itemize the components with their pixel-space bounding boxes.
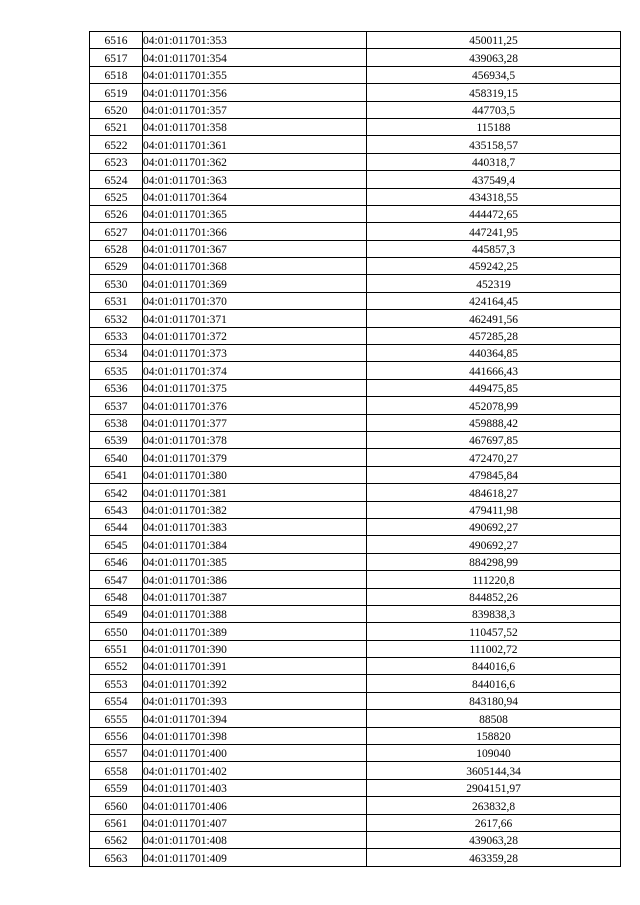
value-cell: 115188 xyxy=(367,118,621,135)
table-row xyxy=(90,849,621,866)
value-cell: 111220,8 xyxy=(367,571,621,588)
row-number-cell: 6529 xyxy=(90,258,143,275)
table-row xyxy=(90,710,621,727)
value-cell: 440318,7 xyxy=(367,153,621,170)
table-row xyxy=(90,484,621,501)
table-row xyxy=(90,258,621,275)
cadastral-number-cell: 04:01:011701:392 xyxy=(143,675,367,692)
table-row xyxy=(90,658,621,675)
row-number-cell: 6536 xyxy=(90,379,143,396)
cadastral-number-cell: 04:01:011701:393 xyxy=(143,692,367,709)
cadastral-number-cell: 04:01:011701:407 xyxy=(143,814,367,831)
value-cell: 457285,28 xyxy=(367,327,621,344)
table-row xyxy=(90,501,621,518)
cadastral-number-cell: 04:01:011701:390 xyxy=(143,640,367,657)
cadastral-number-cell: 04:01:011701:357 xyxy=(143,101,367,118)
value-cell: 450011,25 xyxy=(367,32,621,49)
row-number-cell: 6550 xyxy=(90,623,143,640)
cadastral-number-cell: 04:01:011701:367 xyxy=(143,240,367,257)
table-row xyxy=(90,571,621,588)
row-number-cell: 6528 xyxy=(90,240,143,257)
row-number-cell: 6561 xyxy=(90,814,143,831)
value-cell: 439063,28 xyxy=(367,831,621,848)
row-number-cell: 6546 xyxy=(90,553,143,570)
table-body xyxy=(90,32,621,867)
cadastral-number-cell: 04:01:011701:365 xyxy=(143,205,367,222)
row-number-cell: 6557 xyxy=(90,745,143,762)
row-number-cell: 6521 xyxy=(90,118,143,135)
row-number-cell: 6518 xyxy=(90,66,143,83)
row-number-cell: 6519 xyxy=(90,84,143,101)
row-number-cell: 6520 xyxy=(90,101,143,118)
table-row xyxy=(90,727,621,744)
cadastral-number-cell: 04:01:011701:355 xyxy=(143,66,367,83)
cadastral-number-cell: 04:01:011701:376 xyxy=(143,397,367,414)
value-cell: 445857,3 xyxy=(367,240,621,257)
table-row xyxy=(90,66,621,83)
table-row xyxy=(90,205,621,222)
cadastral-number-cell: 04:01:011701:361 xyxy=(143,136,367,153)
row-number-cell: 6531 xyxy=(90,292,143,309)
row-number-cell: 6562 xyxy=(90,831,143,848)
value-cell: 434318,55 xyxy=(367,188,621,205)
row-number-cell: 6527 xyxy=(90,223,143,240)
row-number-cell: 6541 xyxy=(90,466,143,483)
row-number-cell: 6525 xyxy=(90,188,143,205)
value-cell: 452078,99 xyxy=(367,397,621,414)
value-cell: 463359,28 xyxy=(367,849,621,866)
table-row xyxy=(90,49,621,66)
cadastral-number-cell: 04:01:011701:356 xyxy=(143,84,367,101)
cadastral-number-cell: 04:01:011701:366 xyxy=(143,223,367,240)
row-number-cell: 6545 xyxy=(90,536,143,553)
row-number-cell: 6554 xyxy=(90,692,143,709)
table-row xyxy=(90,171,621,188)
table-row xyxy=(90,153,621,170)
cadastral-number-cell: 04:01:011701:369 xyxy=(143,275,367,292)
table-row xyxy=(90,32,621,49)
table-row xyxy=(90,223,621,240)
cadastral-number-cell: 04:01:011701:370 xyxy=(143,292,367,309)
row-number-cell: 6523 xyxy=(90,153,143,170)
cadastral-number-cell: 04:01:011701:378 xyxy=(143,431,367,448)
row-number-cell: 6558 xyxy=(90,762,143,779)
value-cell: 884298,99 xyxy=(367,553,621,570)
table-row xyxy=(90,536,621,553)
value-cell: 490692,27 xyxy=(367,518,621,535)
value-cell: 444472,65 xyxy=(367,205,621,222)
table-row xyxy=(90,640,621,657)
cadastral-number-cell: 04:01:011701:374 xyxy=(143,362,367,379)
table-row xyxy=(90,797,621,814)
row-number-cell: 6552 xyxy=(90,658,143,675)
cadastral-number-cell: 04:01:011701:391 xyxy=(143,658,367,675)
row-number-cell: 6534 xyxy=(90,345,143,362)
cadastral-number-cell: 04:01:011701:388 xyxy=(143,605,367,622)
value-cell: 490692,27 xyxy=(367,536,621,553)
value-cell: 844016,6 xyxy=(367,658,621,675)
cadastral-number-cell: 04:01:011701:398 xyxy=(143,727,367,744)
table-row xyxy=(90,745,621,762)
table-row xyxy=(90,414,621,431)
cadastral-number-cell: 04:01:011701:371 xyxy=(143,310,367,327)
value-cell: 440364,85 xyxy=(367,345,621,362)
value-cell: 844016,6 xyxy=(367,675,621,692)
table-row xyxy=(90,136,621,153)
value-cell: 452319 xyxy=(367,275,621,292)
cadastral-number-cell: 04:01:011701:406 xyxy=(143,797,367,814)
cadastral-number-cell: 04:01:011701:364 xyxy=(143,188,367,205)
cadastral-number-cell: 04:01:011701:368 xyxy=(143,258,367,275)
cadastral-number-cell: 04:01:011701:381 xyxy=(143,484,367,501)
row-number-cell: 6532 xyxy=(90,310,143,327)
row-number-cell: 6524 xyxy=(90,171,143,188)
value-cell: 467697,85 xyxy=(367,431,621,448)
value-cell: 472470,27 xyxy=(367,449,621,466)
cadastral-number-cell: 04:01:011701:379 xyxy=(143,449,367,466)
row-number-cell: 6526 xyxy=(90,205,143,222)
row-number-cell: 6543 xyxy=(90,501,143,518)
value-cell: 843180,94 xyxy=(367,692,621,709)
row-number-cell: 6533 xyxy=(90,327,143,344)
row-number-cell: 6537 xyxy=(90,397,143,414)
value-cell: 839838,3 xyxy=(367,605,621,622)
cadastral-number-cell: 04:01:011701:372 xyxy=(143,327,367,344)
table-row xyxy=(90,449,621,466)
row-number-cell: 6544 xyxy=(90,518,143,535)
table-row xyxy=(90,623,621,640)
cadastral-value-table xyxy=(89,31,621,867)
row-number-cell: 6522 xyxy=(90,136,143,153)
row-number-cell: 6517 xyxy=(90,49,143,66)
table-row xyxy=(90,118,621,135)
table-row xyxy=(90,831,621,848)
row-number-cell: 6556 xyxy=(90,727,143,744)
row-number-cell: 6540 xyxy=(90,449,143,466)
row-number-cell: 6560 xyxy=(90,797,143,814)
value-cell: 263832,8 xyxy=(367,797,621,814)
row-number-cell: 6547 xyxy=(90,571,143,588)
value-cell: 479411,98 xyxy=(367,501,621,518)
cadastral-number-cell: 04:01:011701:389 xyxy=(143,623,367,640)
value-cell: 456934,5 xyxy=(367,66,621,83)
row-number-cell: 6516 xyxy=(90,32,143,49)
table-row xyxy=(90,310,621,327)
row-number-cell: 6555 xyxy=(90,710,143,727)
row-number-cell: 6542 xyxy=(90,484,143,501)
table-row xyxy=(90,431,621,448)
cadastral-number-cell: 04:01:011701:385 xyxy=(143,553,367,570)
row-number-cell: 6538 xyxy=(90,414,143,431)
value-cell: 424164,45 xyxy=(367,292,621,309)
row-number-cell: 6563 xyxy=(90,849,143,866)
value-cell: 435158,57 xyxy=(367,136,621,153)
cadastral-number-cell: 04:01:011701:362 xyxy=(143,153,367,170)
table-row xyxy=(90,553,621,570)
value-cell: 439063,28 xyxy=(367,49,621,66)
table-row xyxy=(90,84,621,101)
cadastral-number-cell: 04:01:011701:384 xyxy=(143,536,367,553)
table-row xyxy=(90,605,621,622)
value-cell: 458319,15 xyxy=(367,84,621,101)
cadastral-number-cell: 04:01:011701:353 xyxy=(143,32,367,49)
cadastral-number-cell: 04:01:011701:402 xyxy=(143,762,367,779)
row-number-cell: 6553 xyxy=(90,675,143,692)
cadastral-number-cell: 04:01:011701:408 xyxy=(143,831,367,848)
cadastral-number-cell: 04:01:011701:373 xyxy=(143,345,367,362)
table-row xyxy=(90,675,621,692)
value-cell: 447241,95 xyxy=(367,223,621,240)
value-cell: 110457,52 xyxy=(367,623,621,640)
cadastral-number-cell: 04:01:011701:354 xyxy=(143,49,367,66)
value-cell: 459242,25 xyxy=(367,258,621,275)
value-cell: 447703,5 xyxy=(367,101,621,118)
cadastral-number-cell: 04:01:011701:363 xyxy=(143,171,367,188)
cadastral-number-cell: 04:01:011701:400 xyxy=(143,745,367,762)
row-number-cell: 6551 xyxy=(90,640,143,657)
row-number-cell: 6530 xyxy=(90,275,143,292)
row-number-cell: 6535 xyxy=(90,362,143,379)
table-row xyxy=(90,779,621,796)
cadastral-number-cell: 04:01:011701:380 xyxy=(143,466,367,483)
table-row xyxy=(90,292,621,309)
cadastral-number-cell: 04:01:011701:375 xyxy=(143,379,367,396)
table-row xyxy=(90,327,621,344)
cadastral-number-cell: 04:01:011701:382 xyxy=(143,501,367,518)
value-cell: 437549,4 xyxy=(367,171,621,188)
table-row xyxy=(90,692,621,709)
value-cell: 462491,56 xyxy=(367,310,621,327)
cadastral-number-cell: 04:01:011701:386 xyxy=(143,571,367,588)
table-row xyxy=(90,814,621,831)
value-cell: 449475,85 xyxy=(367,379,621,396)
row-number-cell: 6559 xyxy=(90,779,143,796)
cadastral-number-cell: 04:01:011701:394 xyxy=(143,710,367,727)
cadastral-number-cell: 04:01:011701:403 xyxy=(143,779,367,796)
value-cell: 109040 xyxy=(367,745,621,762)
value-cell: 441666,43 xyxy=(367,362,621,379)
value-cell: 158820 xyxy=(367,727,621,744)
row-number-cell: 6539 xyxy=(90,431,143,448)
cadastral-number-cell: 04:01:011701:358 xyxy=(143,118,367,135)
table-row xyxy=(90,518,621,535)
value-cell: 484618,27 xyxy=(367,484,621,501)
value-cell: 479845,84 xyxy=(367,466,621,483)
table-row xyxy=(90,101,621,118)
cadastral-number-cell: 04:01:011701:387 xyxy=(143,588,367,605)
value-cell: 459888,42 xyxy=(367,414,621,431)
table-row xyxy=(90,762,621,779)
cadastral-number-cell: 04:01:011701:383 xyxy=(143,518,367,535)
value-cell: 88508 xyxy=(367,710,621,727)
table-row xyxy=(90,188,621,205)
value-cell: 844852,26 xyxy=(367,588,621,605)
table-row xyxy=(90,397,621,414)
value-cell: 3605144,34 xyxy=(367,762,621,779)
table-row xyxy=(90,588,621,605)
table-row xyxy=(90,362,621,379)
cadastral-number-cell: 04:01:011701:377 xyxy=(143,414,367,431)
row-number-cell: 6548 xyxy=(90,588,143,605)
value-cell: 111002,72 xyxy=(367,640,621,657)
table-row xyxy=(90,466,621,483)
table-row xyxy=(90,240,621,257)
cadastral-number-cell: 04:01:011701:409 xyxy=(143,849,367,866)
table-row xyxy=(90,275,621,292)
value-cell: 2617,66 xyxy=(367,814,621,831)
table-row xyxy=(90,379,621,396)
value-cell: 2904151,97 xyxy=(367,779,621,796)
table-row xyxy=(90,345,621,362)
row-number-cell: 6549 xyxy=(90,605,143,622)
